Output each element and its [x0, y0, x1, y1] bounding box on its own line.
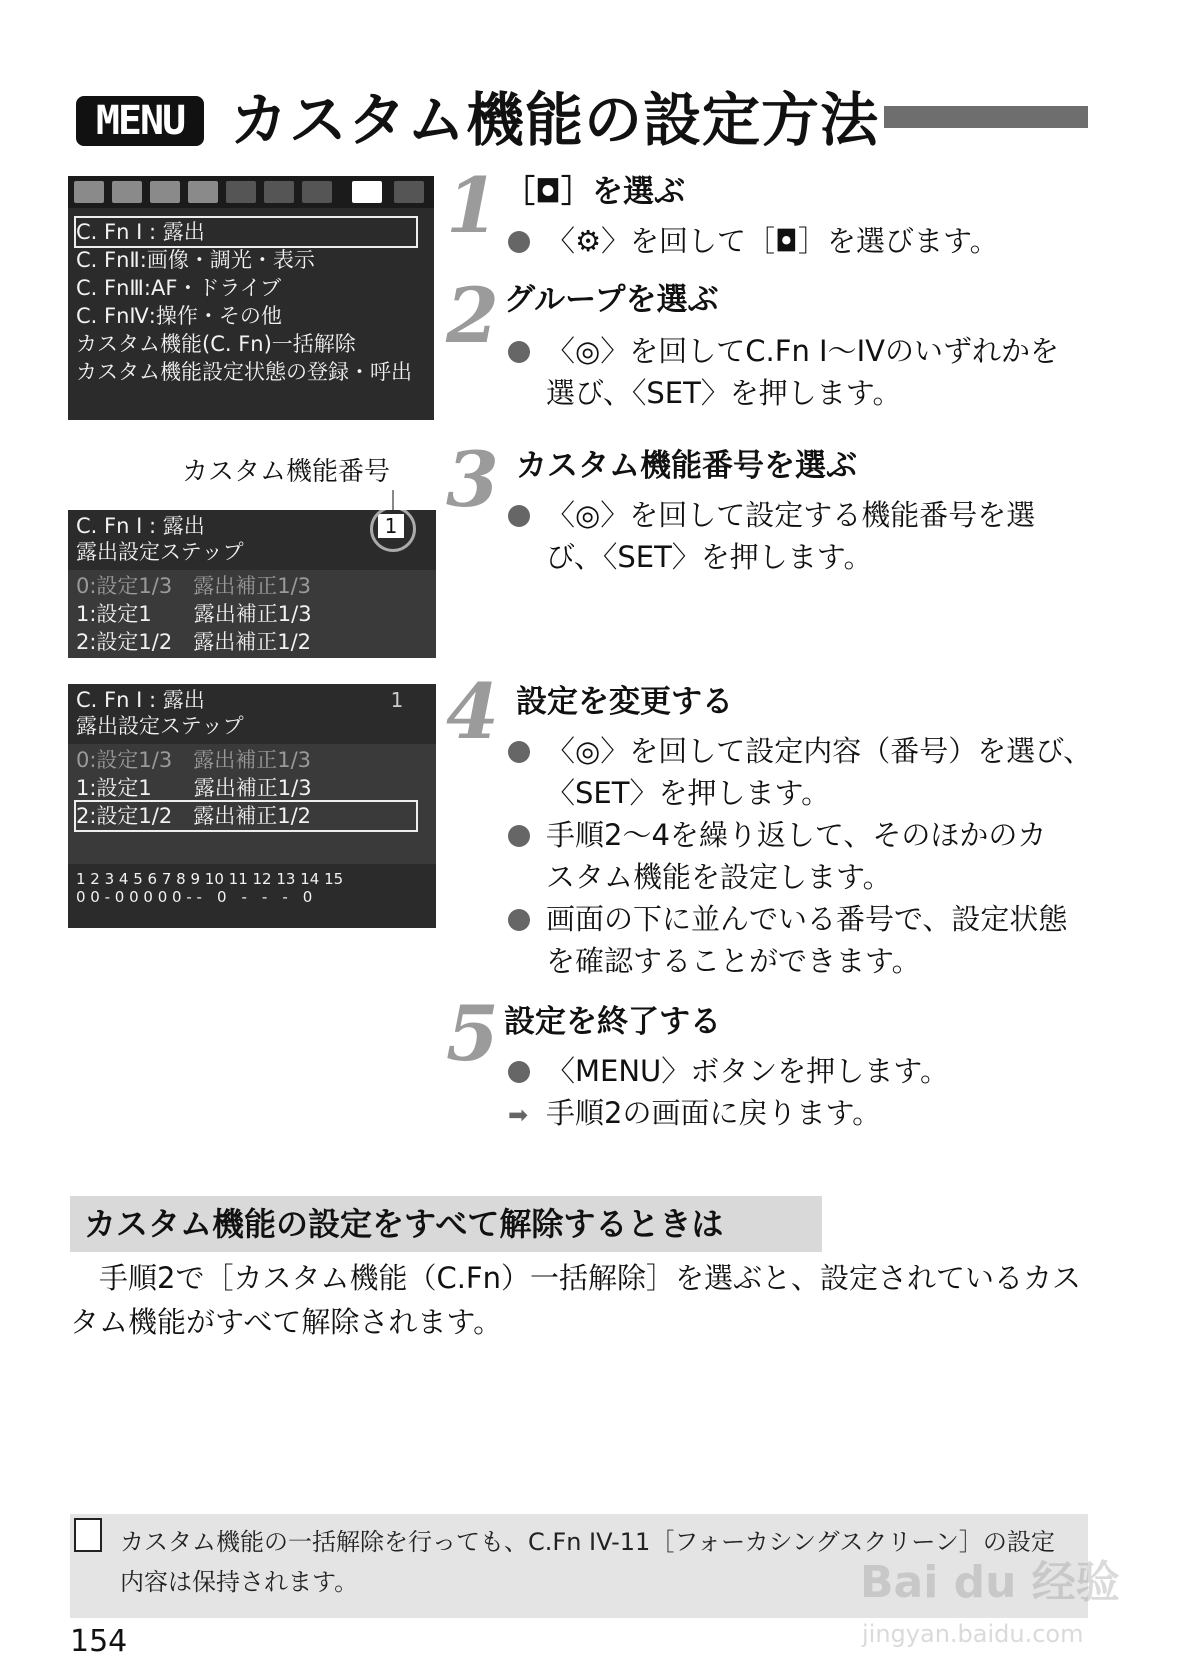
menu-item: C. FnⅡ:画像・調光・表示 [76, 248, 315, 272]
function-number-row: 1 2 3 4 5 6 7 8 9 10 11 12 13 14 15 [76, 870, 344, 888]
step-line: 〈◎〉を回して設定する機能番号を選 [546, 498, 1036, 532]
section-body: 手順2で［カスタム機能（C.Fn）一括解除］を選ぶと、設定されているカスタム機能がすべて解除されます。 [70, 1261, 1081, 1339]
step-heading: ［◘］を選ぶ [504, 174, 686, 210]
page-number: 154 [70, 1624, 128, 1659]
tab-icon [302, 181, 332, 203]
step-number: 1 [446, 161, 499, 250]
option-item: 0:設定1/3 露出補正1/3 [76, 748, 312, 772]
tab-icon [264, 181, 294, 203]
custom-function-tab-icon [352, 181, 382, 203]
title-rule [884, 106, 1088, 128]
step-text [508, 220, 999, 262]
arrow-right-icon: ➡ [508, 1101, 529, 1129]
step-heading: 設定を変更する [516, 684, 733, 720]
tab-icon [226, 181, 256, 203]
memo-icon [74, 1518, 102, 1552]
step-line: 画面の下に並んでいる番号で、設定状態 [546, 902, 1068, 936]
step-line: 〈◎〉を回してC.Fn I〜IVのいずれかを [546, 334, 1059, 368]
option-item: 0:設定1/3 露出補正1/3 [76, 574, 312, 598]
page-title: カスタム機能の設定方法 [230, 86, 880, 154]
tab-icon [150, 181, 180, 203]
step-text [508, 730, 1092, 772]
bullet-icon [508, 909, 530, 931]
step-line: 選び、〈SET〉を押します。 [546, 376, 902, 410]
menu-item: C. FnⅢ:AF・ドライブ [76, 276, 282, 300]
menu-item: カスタム機能(C. Fn)一括解除 [76, 332, 356, 356]
step-number: 3 [446, 435, 499, 524]
menu-tab-bar [68, 176, 434, 208]
step-heading: グループを選ぶ [504, 282, 719, 318]
step-number: 2 [446, 271, 499, 360]
section-heading: カスタム機能の設定をすべて解除するときは [70, 1196, 822, 1252]
step-text [508, 1050, 949, 1092]
step-number: 4 [446, 667, 499, 756]
note-text: カスタム機能の一括解除を行っても、C.Fn IV-11［フォーカシングスクリーン］の設定内容は保持されます。 [120, 1528, 1055, 1596]
tab-icon [394, 181, 424, 203]
menu-item: C. FnⅣ:操作・その他 [76, 304, 282, 328]
watermark-logo: Bai du 经验 [860, 1557, 1120, 1608]
step-heading: 設定を終了する [504, 1004, 721, 1040]
camera-screen-menu [68, 176, 434, 420]
function-number: 1 [390, 688, 404, 712]
option-item-selected: 2:設定1/2 露出補正1/2 [76, 802, 416, 830]
callout-circle [370, 510, 416, 552]
step-line: 手順2〜4を繰り返して、そのほかのカ [546, 818, 1047, 852]
callout-label: カスタム機能番号 [182, 457, 391, 487]
step-text [508, 494, 1035, 536]
function-value-row: 0 0 - 0 0 0 0 0 - - 0 - - - 0 [76, 888, 313, 906]
option-item: 1:設定1 露出補正1/3 [76, 602, 312, 626]
tab-icon [188, 181, 218, 203]
screen-subtitle: 露出設定ステップ [76, 714, 244, 738]
screen-title: C. Fn I : 露出 [76, 514, 205, 538]
camera-screen-setting [68, 684, 436, 928]
callout-line [392, 490, 394, 512]
step-line: 〈MENU〉ボタンを押します。 [546, 1054, 949, 1088]
step-text [508, 330, 1059, 372]
step-text [508, 898, 1067, 940]
watermark-url: jingyan.baidu.com [862, 1620, 1084, 1648]
step-line: 〈⚙〉を回して［◘］を選びます。 [546, 224, 999, 258]
step-result [508, 1092, 881, 1136]
step-line: 〈◎〉を回して設定内容（番号）を選び、 [546, 734, 1093, 768]
step-text [508, 814, 1046, 856]
camera-screen-function [68, 510, 436, 658]
bullet-icon [508, 505, 530, 527]
option-item: 2:設定1/2 露出補正1/2 [76, 630, 312, 654]
bullet-icon [508, 231, 530, 253]
menu-item: カスタム機能設定状態の登録・呼出 [76, 360, 412, 384]
step-number: 5 [446, 989, 499, 1078]
bullet-icon [508, 1061, 530, 1083]
bullet-icon [508, 741, 530, 763]
tab-icon [74, 181, 104, 203]
tab-icon [112, 181, 142, 203]
screen-title: C. Fn I : 露出 [76, 688, 205, 712]
menu-badge: MENU [76, 96, 204, 146]
function-number: 1 [378, 514, 404, 538]
bullet-icon [508, 341, 530, 363]
step-line: を確認することができます。 [546, 944, 921, 978]
bullet-icon [508, 825, 530, 847]
step-line: び、〈SET〉を押します。 [546, 540, 873, 574]
step-line: 〈SET〉を押します。 [546, 776, 831, 810]
step-line: 手順2の画面に戻ります。 [546, 1096, 882, 1130]
menu-item: C. Fn I : 露出 [76, 218, 416, 246]
option-item: 1:設定1 露出補正1/3 [76, 776, 312, 800]
step-heading: カスタム機能番号を選ぶ [516, 448, 857, 484]
step-line: スタム機能を設定します。 [546, 860, 892, 894]
screen-subtitle: 露出設定ステップ [76, 540, 244, 564]
